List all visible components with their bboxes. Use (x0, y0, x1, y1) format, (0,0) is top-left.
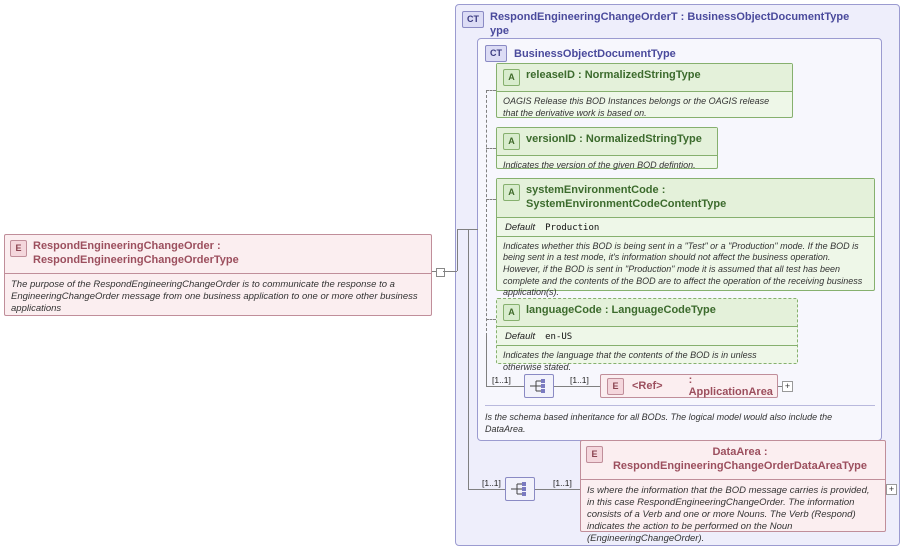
expander-data-area[interactable] (886, 484, 897, 495)
default-label: Default (505, 331, 535, 342)
root-element-documentation: The purpose of the RespondEngineeringChangeOrder is to communicate the response to a EngineeringChangeOrder message from one business application to one or more other business applications (5, 274, 431, 320)
data-area-occurrence-right: [1..1] (553, 478, 572, 488)
root-element-title: RespondEngineeringChangeOrder : RespondEngineeringChangeOrderType (33, 240, 423, 268)
root-element-header (5, 235, 431, 273)
attribute-documentation: Indicates whether this BOD is being sent in a "Test" or a "Production" mode. If the BOD is being sent in a test mode, it's information should not affect the business operation. However, if the BOD is sent in "Production" mode it is assumed that all test has been complete and the contents of the BOD are to affect the operation of the receiving business application(s). (497, 237, 874, 304)
inner-ct-divider (485, 405, 875, 406)
connector-seq-to-dataarea (535, 489, 580, 490)
data-area-header (581, 441, 885, 479)
connector-ref-to-expander (778, 386, 782, 387)
attribute-header (497, 64, 792, 91)
seq-trunk-inner (486, 336, 487, 386)
data-area-documentation: Is where the information that the BOD message carries is provided, in this case RespondEngineeringChangeOrder. The information consists of a Verb and one or more Nouns. The Verb (Respond) indicates the action to be performed on the Noun (EngineeringChangeOrder). (581, 480, 885, 550)
application-area-occurrence-right: [1..1] (570, 375, 589, 385)
root-element-box[interactable] (4, 234, 432, 316)
sequence-icon (529, 378, 549, 394)
sequence-compositor-dataarea[interactable] (505, 477, 535, 501)
ref-type: : ApplicationArea (689, 374, 773, 398)
default-value: Production (545, 223, 599, 233)
attribute-badge: A (503, 184, 520, 201)
data-area-occurrence-left: [1..1] (482, 478, 501, 488)
attribute-title: versionID : NormalizedStringType (526, 133, 711, 147)
connector-ct-entry (443, 271, 457, 272)
application-area-occurrence-left: [1..1] (492, 375, 511, 385)
element-badge: E (586, 446, 603, 463)
inner-complex-type-title: BusinessObjectDocumentType (514, 48, 676, 60)
connector-node[interactable] (436, 268, 445, 277)
attribute-languageCode[interactable] (496, 298, 798, 364)
inner-ct-footer-note: Is the schema based inheritance for all BODs. The logical model would also include the DataArea. (485, 412, 860, 435)
inner-complex-type-header (478, 39, 881, 62)
attribute-title: releaseID : NormalizedStringType (526, 69, 786, 83)
element-data-area[interactable] (580, 440, 886, 532)
attribute-badge: A (503, 69, 520, 86)
seq-branch-dataarea (468, 489, 505, 490)
attribute-default-row (497, 218, 874, 236)
complex-type-title: RespondEngineeringChangeOrderT : BusinessObjectDocumentType ype (490, 11, 870, 39)
expander-application-area[interactable] (782, 381, 793, 392)
attribute-header (497, 179, 874, 217)
attribute-systemEnvironmentCode[interactable] (496, 178, 875, 291)
attribute-header (497, 128, 717, 155)
ct-badge: CT (462, 11, 484, 28)
complex-type-header (456, 5, 899, 39)
attribute-trunk (486, 90, 487, 336)
attribute-branch-systemEnvironmentCode (486, 199, 496, 200)
attribute-badge: A (503, 304, 520, 321)
attribute-documentation: Indicates the version of the given BOD defintion. (497, 156, 717, 177)
attribute-default-row (497, 327, 797, 345)
attribute-releaseID[interactable] (496, 63, 793, 118)
seq-branch-inner-ct (468, 229, 478, 230)
expander-label: + (785, 382, 790, 391)
element-badge: E (10, 240, 27, 257)
expander-label: + (889, 485, 894, 494)
connector-ct-vertical (457, 229, 458, 271)
connector-seq-to-ref (554, 386, 600, 387)
attribute-title: systemEnvironmentCode : SystemEnvironmentCodeContentType (526, 184, 866, 212)
sequence-compositor-applicationarea[interactable] (524, 374, 554, 398)
attribute-branch-releaseID (486, 90, 496, 91)
inner-ct-badge: CT (485, 45, 507, 62)
attribute-documentation: OAGIS Release this BOD Instances belongs or the OAGIS release that the derivative work is based on. (497, 92, 792, 124)
attribute-badge: A (503, 133, 520, 150)
seq-branch-applicationarea (486, 386, 524, 387)
sequence-icon (510, 481, 530, 497)
ref-application-area[interactable] (600, 374, 778, 398)
seq-trunk-outer (468, 229, 469, 489)
attribute-branch-languageCode (486, 319, 496, 320)
attribute-documentation: Indicates the language that the contents of the BOD is in unless otherwise stated. (497, 346, 797, 378)
attribute-branch-versionID (486, 148, 496, 149)
attribute-header (497, 299, 797, 326)
ref-label: <Ref> (632, 380, 663, 392)
default-value: en-US (545, 332, 572, 342)
data-area-title: DataArea : RespondEngineeringChangeOrderDataAreaType (609, 446, 871, 474)
attribute-title: languageCode : LanguageCodeType (526, 304, 791, 318)
element-badge: E (607, 378, 624, 395)
attribute-versionID[interactable] (496, 127, 718, 169)
default-label: Default (505, 222, 535, 233)
